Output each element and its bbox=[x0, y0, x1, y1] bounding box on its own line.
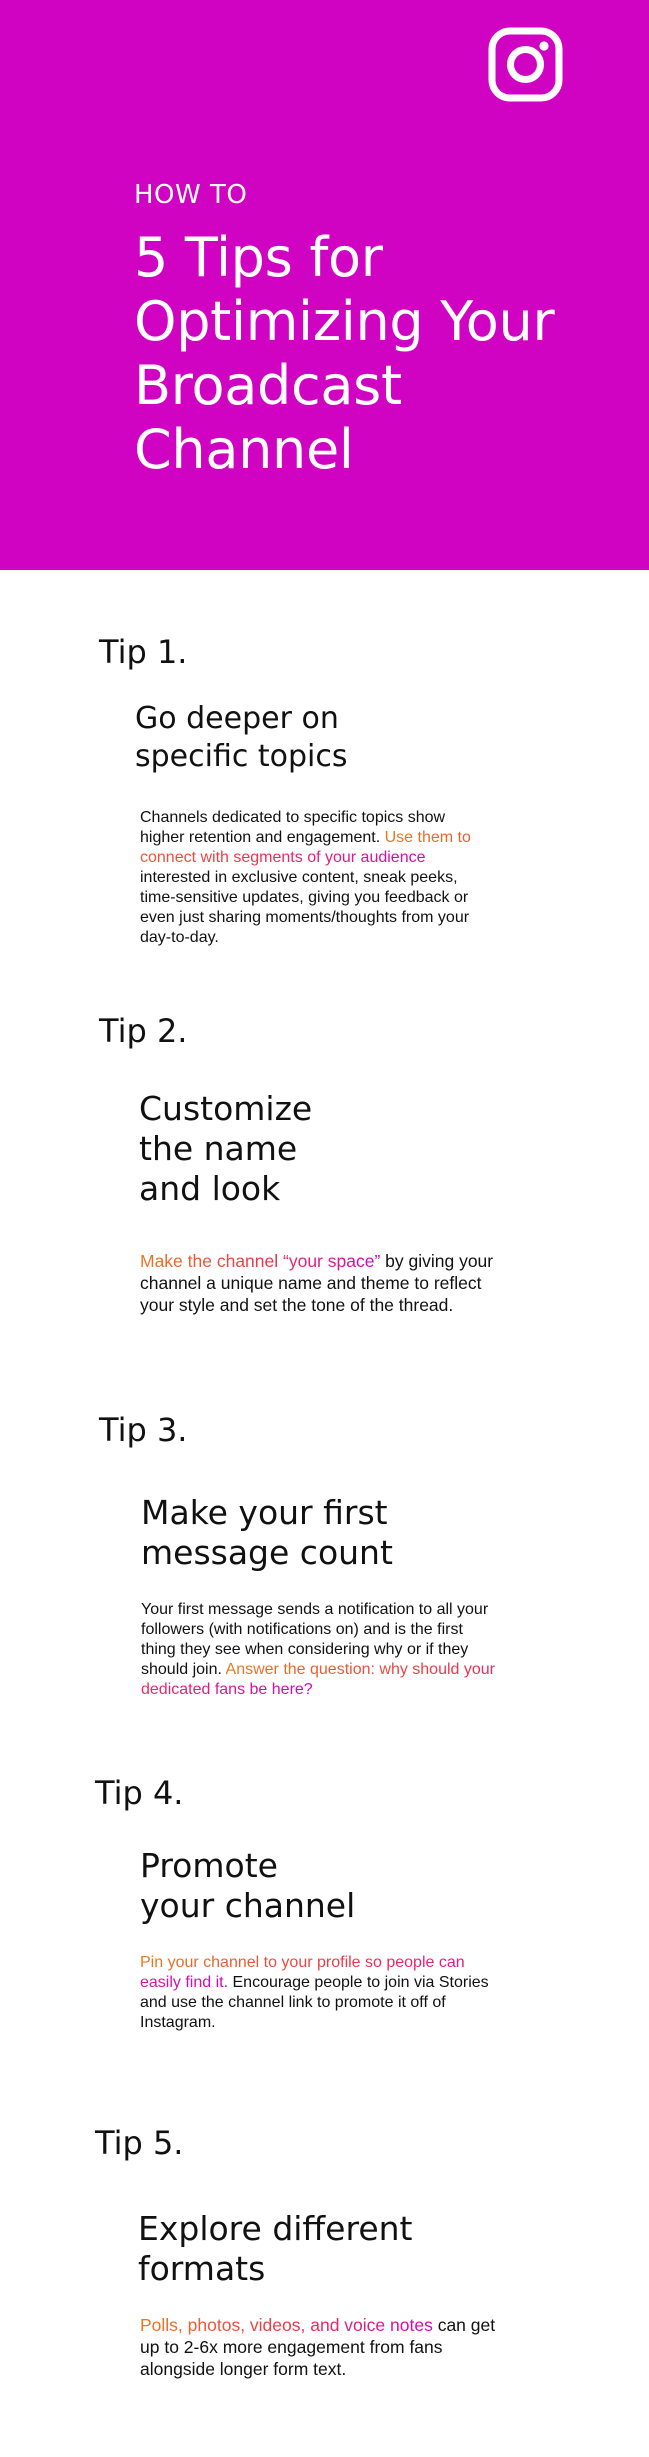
tip-1-label: Tip 1. bbox=[99, 633, 188, 671]
tip-1-heading bbox=[135, 700, 348, 776]
tip-4-body bbox=[140, 1953, 500, 2033]
hero-title: 5 Tips for Optimizing Your Broadcast Channel bbox=[134, 226, 555, 481]
tip-2-body bbox=[140, 1250, 510, 1316]
hero-banner bbox=[0, 0, 649, 570]
tip-5-body bbox=[140, 2314, 515, 2380]
tip-1-body-text: Channels dedicated to specific topics show higher retention and engagement. bbox=[140, 809, 446, 846]
tip-3-body-text: Your first message sends a notification to all your followers (with notifications on) and is the first thing they see when considering why or if they should join. bbox=[141, 1601, 489, 1678]
tip-3-body-highlight: Answer the question: why should your dedicated fans be here? bbox=[141, 1661, 495, 1698]
tip-3-heading bbox=[141, 1493, 393, 1573]
tip-4-heading-line: Promote bbox=[140, 1846, 278, 1885]
tip-5-heading bbox=[138, 2209, 412, 2289]
tip-3-body bbox=[141, 1600, 496, 1700]
tip-1-body-text-end: interested in exclusive content, sneak peeks, time-sensitive updates, giving you feedback or even just sharing moments/thoughts from your day-to-day. bbox=[140, 869, 470, 946]
tip-5-heading-line: Explore different bbox=[138, 2209, 413, 2248]
tip-2-heading bbox=[139, 1089, 312, 1209]
tip-1-heading-line: specific topics bbox=[135, 739, 348, 774]
tip-2-body-highlight: Make the channel “your space” bbox=[140, 1251, 381, 1271]
tip-2-label: Tip 2. bbox=[99, 1012, 188, 1050]
tip-2-heading-line: and look bbox=[139, 1169, 281, 1208]
tip-1-body-highlight: Use them to connect with segments of your audience bbox=[140, 829, 471, 866]
tip-5-body-text: can get up to 2-6x more engagement from fans alongside longer form text. bbox=[140, 2315, 496, 2379]
tip-2-body-text: by giving your channel a unique name and theme to reflect your style and set the tone of the thread. bbox=[140, 1251, 494, 1315]
tip-4-body-text: Encourage people to join via Stories and use the channel link to promote it off of Instagram. bbox=[140, 1974, 489, 2031]
hero-eyebrow: HOW TO bbox=[134, 180, 248, 210]
tip-1-heading-line: Go deeper on bbox=[135, 701, 339, 736]
tip-1-body bbox=[140, 808, 490, 948]
tip-4-heading-line: your channel bbox=[140, 1886, 356, 1925]
tip-5-label: Tip 5. bbox=[95, 2124, 184, 2162]
tip-4-label: Tip 4. bbox=[95, 1774, 184, 1812]
tip-5-heading-line: formats bbox=[138, 2249, 266, 2288]
tip-3-label: Tip 3. bbox=[99, 1411, 188, 1449]
tip-3-heading-line: message count bbox=[141, 1533, 393, 1572]
tip-5-body-highlight: Polls, photos, videos, and voice notes bbox=[140, 2315, 433, 2335]
tip-2-heading-line: Customize bbox=[139, 1089, 313, 1128]
instagram-logo-icon bbox=[488, 27, 563, 102]
tip-2-heading-line: the name bbox=[139, 1129, 298, 1168]
tip-4-body-highlight: Pin your channel to your profile so people can easily find it. bbox=[140, 1954, 465, 1991]
tip-3-heading-line: Make your first bbox=[141, 1493, 388, 1532]
tip-4-heading bbox=[140, 1846, 355, 1926]
